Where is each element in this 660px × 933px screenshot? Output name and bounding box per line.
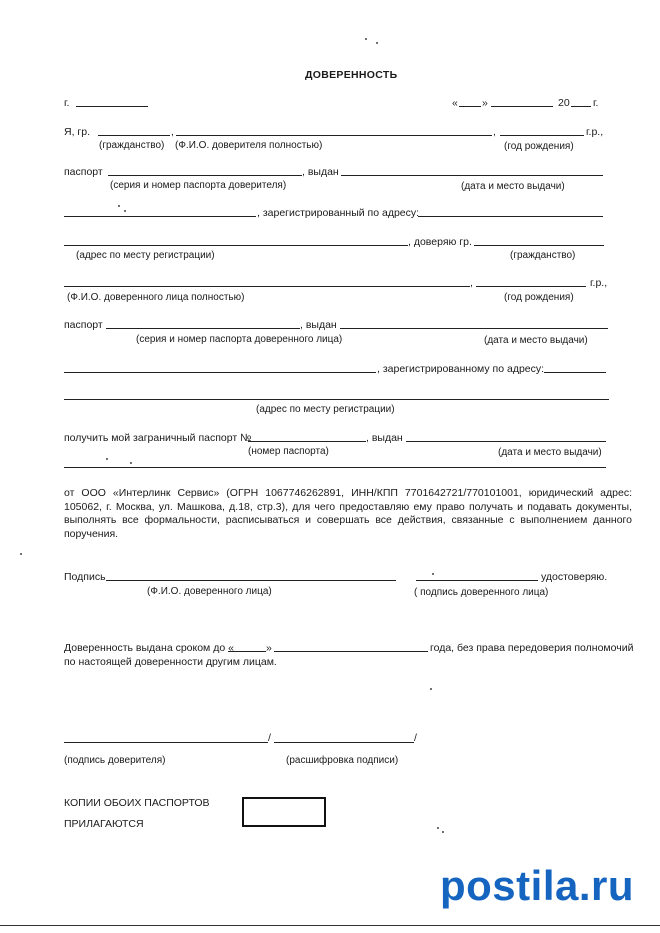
scan-speck	[376, 42, 378, 44]
agent-issued-label: , выдан	[300, 319, 337, 331]
comma: ,	[493, 126, 496, 138]
principal-name-hint: (Ф.И.О. доверителя полностью)	[175, 140, 323, 151]
agent-yob-field[interactable]	[476, 286, 586, 287]
signature-label: Подпись	[64, 571, 106, 583]
agent-issued-field[interactable]	[340, 328, 608, 329]
scan-speck	[442, 831, 444, 833]
signature-slash: /	[414, 732, 417, 744]
agent-yob-hint: (год рождения)	[504, 292, 574, 303]
date-quote-close: »	[482, 97, 488, 109]
agent-passport-label: паспорт	[64, 319, 103, 331]
foreign-issued-label: , выдан	[366, 432, 403, 444]
year-prefix: 20	[558, 97, 570, 109]
principal-citizenship-field[interactable]	[98, 135, 170, 136]
certify-text: удостоверяю.	[541, 571, 608, 583]
principal-issued-label: , выдан	[302, 166, 339, 178]
city-label: г.	[64, 97, 70, 109]
principal-passport-label: паспорт	[64, 166, 103, 178]
principal-issued-field[interactable]	[341, 175, 603, 176]
validity-month-field[interactable]	[274, 651, 428, 652]
body-paragraph: от ООО «Интерлинк Сервис» (ОГРН 1067746262891, ИНН/КПП 7701642721/770101001, юридический адрес: 105062, г. Москва, ул. Машкова, д.18, стр.3), для чего предоставляю ему право получать и подавать документы, выполнять все формальности, расписываться и совершать все действия, связанные с выполнением данного поручения.	[64, 487, 632, 540]
principal-passport-field[interactable]	[108, 175, 302, 176]
city-field[interactable]	[76, 106, 148, 107]
trust-label: , доверяю гр.	[408, 236, 472, 248]
agent-citizenship-field[interactable]	[474, 245, 604, 246]
agent-address-field-1[interactable]	[64, 372, 376, 373]
scan-speck	[106, 458, 108, 460]
principal-signature-field[interactable]	[64, 742, 268, 743]
agent-passport-hint: (серия и номер паспорта доверенного лица)	[136, 334, 343, 345]
principal-yob-field[interactable]	[500, 135, 584, 136]
page-bottom-line	[0, 925, 660, 926]
watermark-logo: postila.ru	[440, 862, 635, 909]
agent-fio-sign-field[interactable]	[106, 580, 396, 581]
validity-line2: по настоящей доверенности другим лицам.	[64, 656, 277, 668]
agent-issued-hint: (дата и место выдачи)	[484, 335, 588, 346]
principal-decode-field[interactable]	[274, 742, 414, 743]
scan-speck	[365, 38, 367, 40]
foreign-passport-number-field[interactable]	[248, 441, 366, 442]
principal-intro: Я, гр.	[64, 126, 91, 138]
principal-yob-hint: (год рождения)	[504, 141, 574, 152]
scan-speck	[118, 205, 120, 207]
principal-address-field-2[interactable]	[418, 216, 603, 217]
agent-address-field-3[interactable]	[64, 399, 609, 400]
date-year-field[interactable]	[571, 106, 591, 107]
scan-speck	[430, 688, 432, 690]
year-suffix: г.	[593, 97, 599, 109]
foreign-extra-field[interactable]	[64, 467, 606, 468]
scan-speck	[130, 462, 132, 464]
principal-registered-label: , зарегистрированный по адресу:	[257, 207, 420, 219]
principal-address-field-3[interactable]	[64, 245, 408, 246]
foreign-passport-label: получить мой заграничный паспорт №	[64, 432, 252, 444]
agent-sign-hint: ( подпись доверенного лица)	[414, 587, 549, 598]
agent-fio-hint: (Ф.И.О. доверенного лица)	[147, 586, 272, 597]
validity-prefix: Доверенность выдана сроком до «	[64, 642, 234, 654]
agent-passport-field[interactable]	[106, 328, 300, 329]
principal-citizenship-hint: (гражданство)	[99, 140, 165, 151]
foreign-number-hint: (номер паспорта)	[248, 446, 329, 457]
comma: ,	[171, 126, 174, 138]
signature-slash: /	[268, 732, 271, 744]
agent-address-field-2[interactable]	[544, 372, 606, 373]
foreign-issued-hint: (дата и место выдачи)	[498, 447, 602, 458]
validity-close-quote: »	[266, 642, 272, 654]
agent-name-hint: (Ф.И.О. доверенного лица полностью)	[67, 292, 245, 303]
principal-decode-hint: (расшифровка подписи)	[286, 755, 399, 766]
validity-suffix: года, без права передоверия полномочий	[430, 642, 634, 654]
scan-speck	[437, 827, 439, 829]
agent-name-field[interactable]	[64, 286, 470, 287]
principal-address-hint: (адрес по месту регистрации)	[76, 250, 215, 261]
attachments-line1: КОПИИ ОБОИХ ПАСПОРТОВ	[64, 797, 210, 809]
agent-address-hint: (адрес по месту регистрации)	[256, 404, 395, 415]
agent-signature-field[interactable]	[416, 580, 538, 581]
agent-registered-label: , зарегистрированному по адресу:	[377, 363, 545, 375]
date-month-field[interactable]	[491, 106, 553, 107]
scan-speck	[20, 553, 22, 555]
principal-sign-hint: (подпись доверителя)	[64, 755, 166, 766]
principal-issued-hint: (дата и место выдачи)	[461, 181, 565, 192]
stamp-box[interactable]	[242, 797, 326, 827]
principal-yob-suffix: г.р.,	[586, 126, 604, 138]
principal-name-field[interactable]	[176, 135, 492, 136]
principal-address-field-1[interactable]	[64, 216, 256, 217]
agent-yob-suffix: г.р.,	[590, 277, 608, 289]
attachments-line2: ПРИЛАГАЮТСЯ	[64, 818, 144, 830]
foreign-issued-field[interactable]	[406, 441, 606, 442]
comma: ,	[470, 277, 473, 289]
agent-citizenship-hint: (гражданство)	[510, 250, 576, 261]
principal-passport-hint: (серия и номер паспорта доверителя)	[110, 180, 287, 191]
date-day-field[interactable]	[459, 106, 481, 107]
document-title: ДОВЕРЕННОСТЬ	[305, 69, 398, 81]
date-quote-open: «	[452, 97, 458, 109]
validity-day-field[interactable]	[228, 651, 266, 652]
scan-speck	[432, 573, 434, 575]
scan-speck	[124, 210, 126, 212]
